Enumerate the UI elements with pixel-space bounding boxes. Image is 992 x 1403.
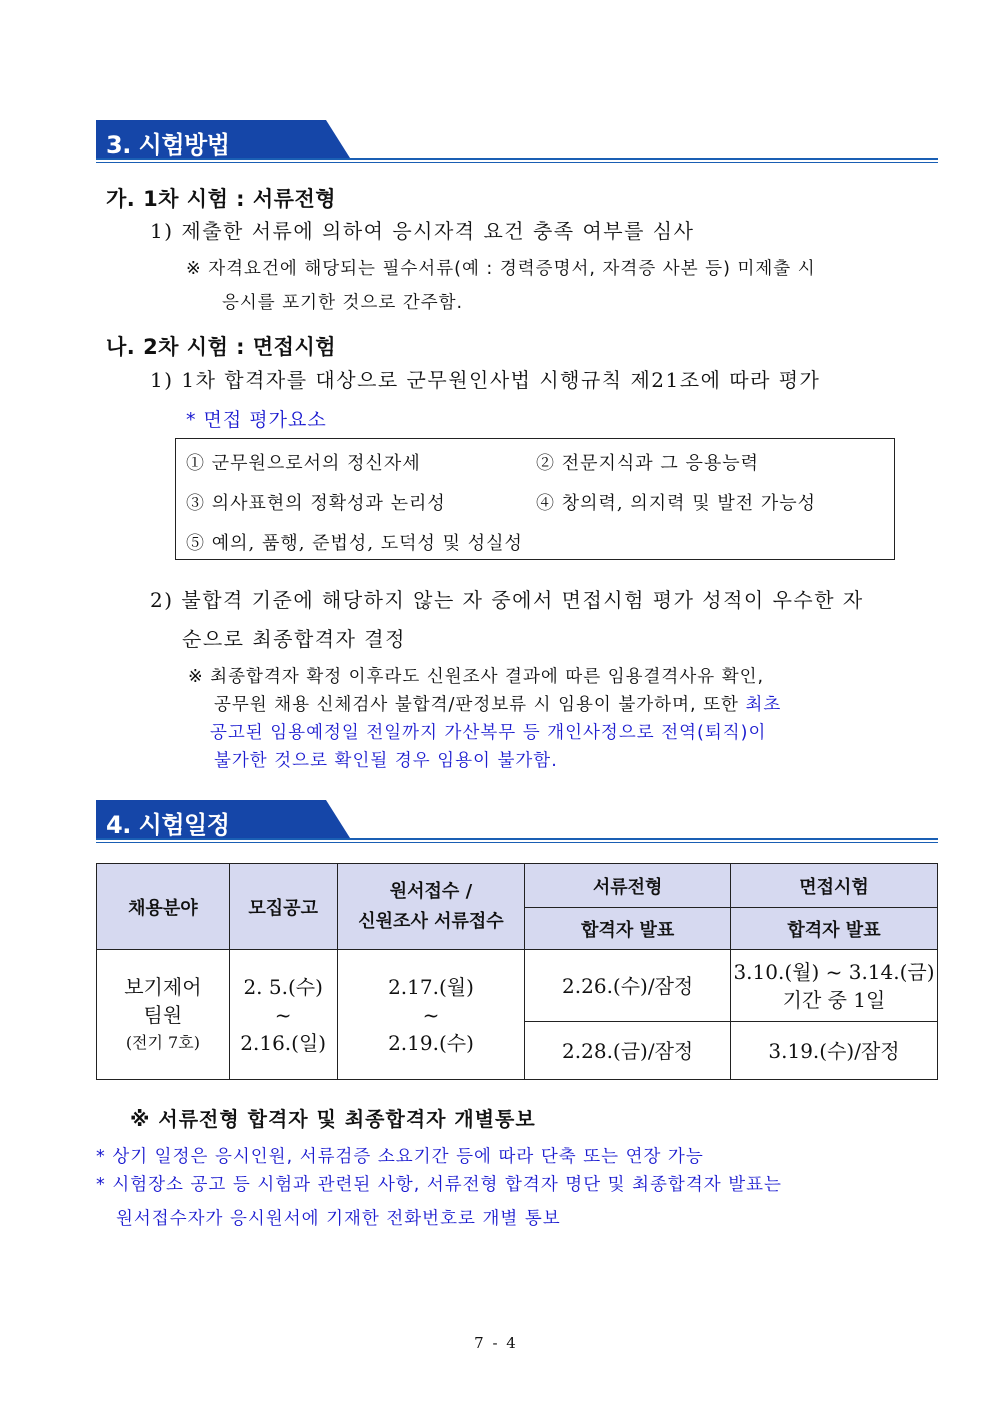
- sub-a-note-line1: ※ 자격요건에 해당되는 필수서류(예 : 경력증명서, 자격증 사본 등) 미제출 시: [186, 259, 816, 279]
- sub-b-item1: 1) 1차 합격자를 대상으로 군무원인사법 시행규칙 제21조에 따라 평가: [150, 368, 821, 392]
- sub-a-item1: 1) 제출한 서류에 의하여 응시자격 요건 충족 여부를 심사: [150, 219, 695, 243]
- cell-doc-exam: 2.26.(수)/잠정: [525, 950, 731, 1022]
- sub-b-note-line4: 불가한 것으로 확인될 경우 임용이 불가함.: [214, 751, 558, 771]
- cell-field: [97, 950, 230, 1080]
- eval-label: * 면접 평가요소: [186, 409, 327, 431]
- notice-line1: 2. 5.(수): [243, 974, 323, 999]
- header-doc: 서류전형: [525, 864, 731, 908]
- cell-notice: [229, 950, 337, 1080]
- eval-item: ④ 창의력, 의지력 및 발전 가능성: [536, 493, 816, 514]
- interview-exam-line2: 기간 중 1일: [782, 987, 886, 1012]
- sub-b-note-line3: 공고된 임용예정일 전일까지 가산복무 등 개인사정으로 전역(퇴직)이: [210, 723, 767, 743]
- star-note: * 시험장소 공고 등 시험과 관련된 사항, 서류전형 합격자 명단 및 최종합격자 발표는: [96, 1175, 782, 1195]
- apply-line2: 2.19.(수): [388, 1030, 474, 1055]
- eval-item: ③ 의사표현의 정확성과 논리성: [186, 493, 446, 514]
- eval-item: ① 군무원으로서의 정신자세: [186, 453, 421, 474]
- sub-b-note-line2-text: 공무원 채용 신체검사 불합격/판정보류 시 임용이 불가하며, 또한: [214, 695, 746, 715]
- sub-heading-b: 나. 2차 시험 : 면접시험: [106, 335, 337, 359]
- apply-tilde: ~: [422, 1002, 440, 1027]
- sub-b-note-line2: [214, 691, 781, 716]
- header-doc-sub: 합격자 발표: [525, 908, 731, 950]
- header-interview: 면접시험: [730, 864, 937, 908]
- header-interview-sub: 합격자 발표: [730, 908, 937, 950]
- interview-exam-line1: 3.10.(월) ~ 3.14.(금): [733, 959, 935, 984]
- star-note: * 상기 일정은 응시인원, 서류검증 소요기간 등에 따라 단축 또는 연장 가능: [96, 1147, 704, 1167]
- sub-a-note-line2: 응시를 포기한 것으로 간주함.: [222, 293, 464, 313]
- page-number: 7 - 4: [474, 1334, 518, 1352]
- header-apply-line2: 신원조사 서류접수: [358, 910, 504, 932]
- cell-interview-result: 3.19.(수)/잠정: [730, 1022, 937, 1080]
- schedule-table: [96, 863, 938, 1080]
- sub-b-note-line1: ※ 최종합격자 확정 이후라도 신원조사 결과에 따른 임용결격사유 확인,: [188, 667, 765, 687]
- apply-line1: 2.17.(월): [388, 974, 474, 999]
- field-line3: (전기 7호): [125, 1032, 200, 1052]
- sub-heading-a: 가. 1차 시험 : 서류전형: [106, 187, 337, 211]
- section4-header: [96, 800, 938, 844]
- sub-b-item2-line1: 2) 불합격 기준에 해당하지 않는 자 중에서 면접시험 평가 성적이 우수한 자: [150, 588, 864, 612]
- section3-title: 3. 시험방법: [106, 131, 230, 159]
- sub-b-item2-line2: 순으로 최종합격자 결정: [182, 627, 406, 651]
- eval-items-box: [175, 438, 895, 560]
- notice-tilde: ~: [274, 1002, 292, 1027]
- eval-item: ② 전문지식과 그 응용능력: [536, 453, 760, 474]
- cell-interview-exam: [730, 950, 937, 1022]
- header-apply: [337, 864, 525, 950]
- bottom-note: ※ 서류전형 합격자 및 최종합격자 개별통보: [130, 1107, 536, 1131]
- field-line2: 팀원: [143, 1002, 183, 1027]
- field-line1: 보기제어: [124, 974, 202, 999]
- sub-b-note-line2-blue: 최초: [745, 695, 782, 715]
- notice-line2: 2.16.(일): [240, 1030, 327, 1055]
- star-note: 원서접수자가 응시원서에 기재한 전화번호로 개별 통보: [116, 1209, 561, 1229]
- cell-apply: [337, 950, 525, 1080]
- header-apply-line1: 원서접수 /: [389, 880, 473, 902]
- section4-title: 4. 시험일정: [106, 811, 230, 839]
- section3-header: [96, 120, 938, 164]
- cell-doc-result: 2.28.(금)/잠정: [525, 1022, 731, 1080]
- header-notice: 모집공고: [229, 864, 337, 950]
- header-field: 채용분야: [97, 864, 230, 950]
- eval-item: ⑤ 예의, 품행, 준법성, 도덕성 및 성실성: [186, 533, 523, 554]
